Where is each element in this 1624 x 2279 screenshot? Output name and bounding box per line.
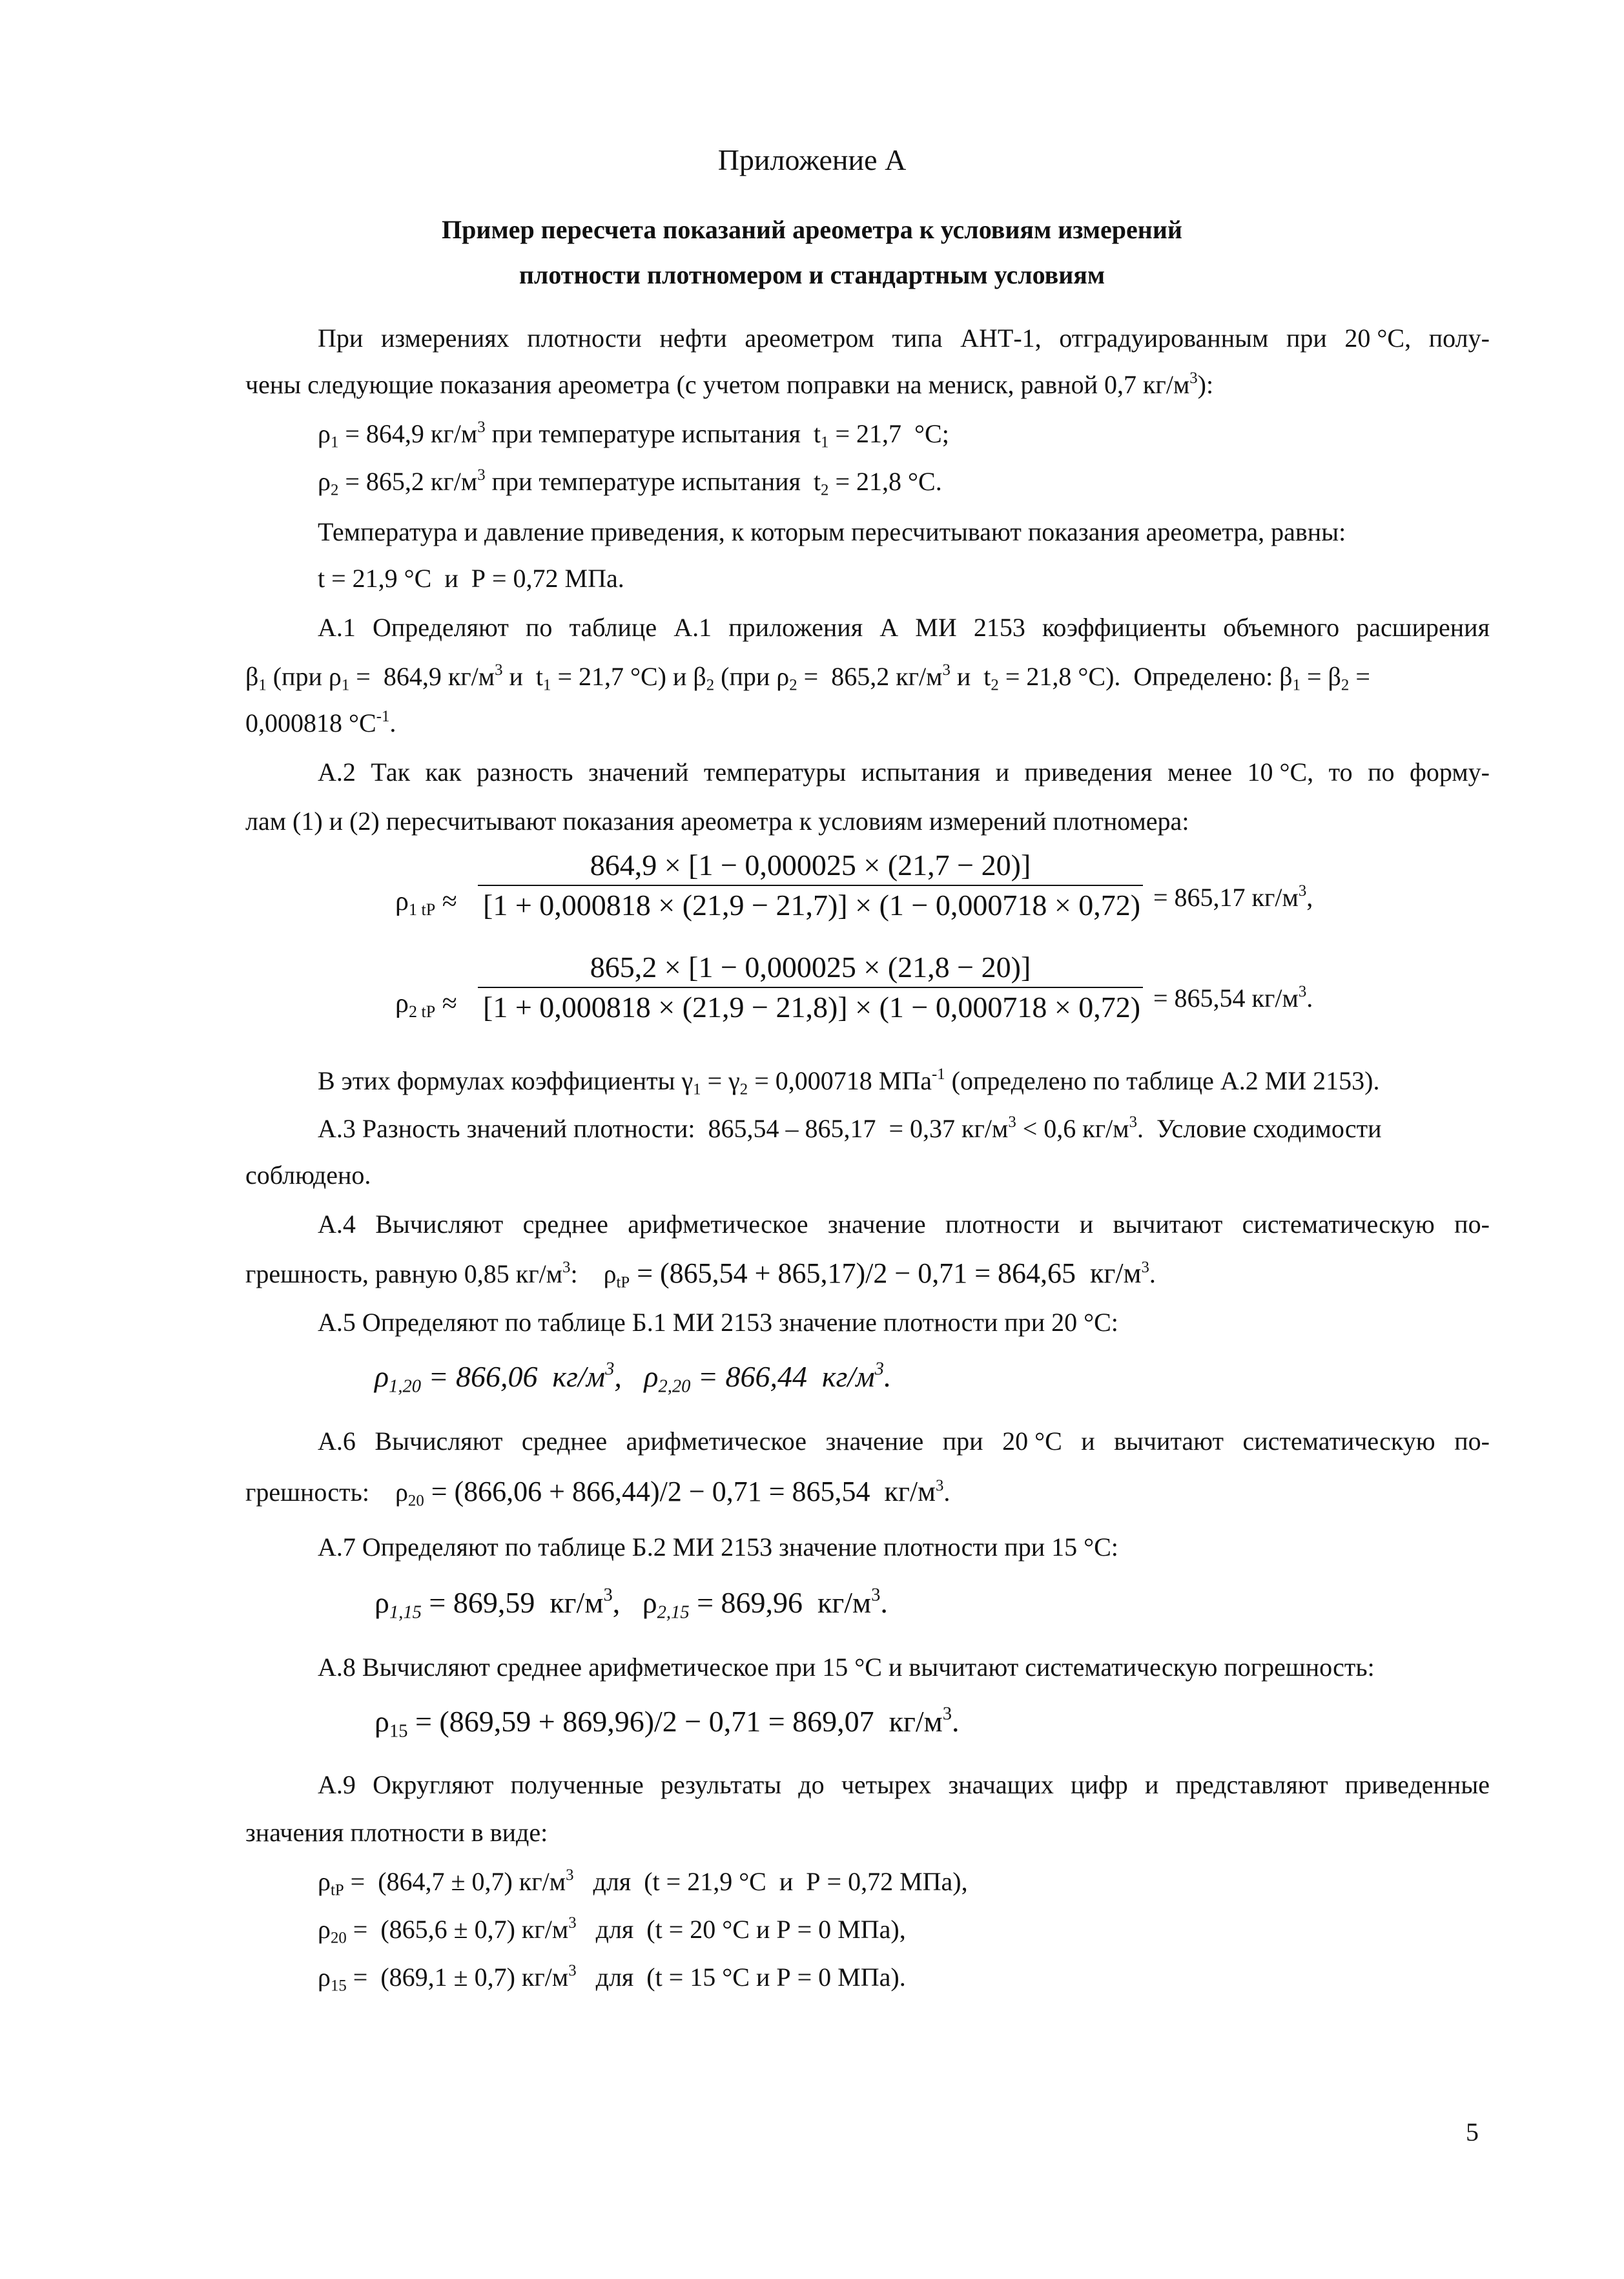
subscript: 2: [706, 676, 715, 694]
beta: β: [245, 662, 259, 691]
word: А: [879, 613, 899, 642]
den-part: [1 + 0,000818 ×: [483, 889, 683, 922]
word: А.1: [318, 613, 356, 642]
text: .: [389, 708, 396, 737]
value: = 21,7 °С;: [828, 419, 949, 448]
text: .: [883, 1360, 892, 1393]
word: значений: [588, 758, 689, 787]
gamma-line: [318, 1064, 1379, 1098]
den-part: (21,9 − 21,7): [682, 889, 838, 922]
word: Вычисляют: [375, 1210, 504, 1239]
text: В этих формулах коэффициенты γ: [318, 1066, 694, 1095]
den-part: [1 + 0,000818 ×: [483, 991, 683, 1024]
word: таблице: [569, 613, 657, 642]
formula-1-lhs: [395, 885, 457, 918]
word: А.2: [318, 758, 356, 787]
word: А.6: [318, 1427, 356, 1456]
rho: ρ: [395, 989, 409, 1018]
word: А.1: [673, 613, 712, 642]
word: как: [425, 758, 462, 787]
subscript: tP: [330, 1881, 344, 1899]
superscript: 3: [871, 1585, 881, 1605]
den-part: (21,9 − 21,8): [682, 991, 838, 1024]
intro-line-2: [245, 368, 1213, 402]
a7-line: А.7 Определяют по таблице Б.2 МИ 2153 значение плотности при 15 °С:: [318, 1532, 1118, 1562]
intro-line-1: [318, 322, 1490, 355]
text: = 865,2 кг/м: [797, 662, 943, 691]
text: = 0,000718 МПа: [748, 1066, 932, 1095]
subscript: 20: [330, 1929, 347, 1947]
value: = 865,2 кг/м: [338, 467, 478, 496]
rho: ρ: [318, 419, 331, 448]
appendix-heading: Приложение А: [717, 143, 907, 176]
word: вычитают: [1113, 1210, 1223, 1239]
text: = 866,06 кг/м: [421, 1360, 606, 1393]
rho: ρ: [375, 1586, 389, 1619]
word: приведения: [1024, 758, 1153, 787]
word: При: [318, 324, 364, 353]
text: , ρ: [612, 1586, 657, 1619]
text: < 0,6 кг/м: [1016, 1114, 1129, 1143]
text: : ρ: [570, 1259, 617, 1288]
reading-1: [318, 417, 949, 451]
word: менее: [1167, 758, 1232, 787]
superscript: 3: [477, 418, 486, 436]
word: значение: [827, 1210, 926, 1239]
word: Так: [371, 758, 411, 787]
formula-2-result: [1153, 982, 1313, 1015]
word: результаты: [660, 1770, 782, 1799]
a5-formula: [375, 1359, 892, 1397]
a1-line-2: [245, 660, 1370, 694]
word: и: [1079, 1210, 1094, 1239]
text: = 865,17 кг/м: [1153, 883, 1299, 912]
text: при температуре испытания t: [485, 419, 821, 448]
superscript: 3: [562, 1258, 571, 1276]
text: = 21,7 °С) и β: [551, 662, 706, 691]
text: и t: [502, 662, 544, 691]
den-part: (1 − 0,000718 × 0,72): [879, 889, 1141, 922]
text: при температуре испытания t: [485, 467, 821, 496]
subscript: 2 tP: [408, 1002, 436, 1021]
word: расширения: [1356, 613, 1490, 642]
subscript: 2,20: [658, 1376, 691, 1397]
condition: для (t = 20 °С и Р = 0 МПа),: [576, 1915, 906, 1944]
superscript: 3: [1008, 1113, 1016, 1131]
page-number: 5: [1466, 2118, 1479, 2147]
word: ареометром: [745, 324, 874, 353]
subscript: 20: [407, 1492, 424, 1510]
word: 10 °С,: [1247, 758, 1314, 787]
subscript: 1: [1292, 676, 1300, 694]
a8-formula: [375, 1704, 960, 1742]
text: .: [1306, 984, 1313, 1013]
subscript: 15: [330, 1977, 347, 1995]
word: приложения: [728, 613, 863, 642]
subscript: tP: [616, 1274, 630, 1292]
subscript: 15: [389, 1721, 408, 1742]
word: представляют: [1175, 1770, 1328, 1799]
a3-line-2: соблюдено.: [245, 1160, 371, 1190]
text: .: [943, 1478, 951, 1507]
denominator: [478, 988, 1143, 1027]
approx-sign: ≈: [442, 989, 457, 1018]
superscript: 3: [1189, 369, 1198, 387]
word: значение: [825, 1427, 924, 1456]
word: систематическую: [1242, 1210, 1435, 1239]
a2-line-1: [318, 756, 1490, 789]
subscript: 1: [330, 433, 339, 451]
value: = 21,8 °С.: [828, 467, 942, 496]
text: = γ: [701, 1066, 740, 1095]
a8-line: А.8 Вычисляют среднее арифметическое при 15 °С и вычитают систематическую погрешность:: [318, 1653, 1375, 1682]
superscript: 3: [605, 1359, 615, 1379]
word: 20 °С,: [1344, 324, 1412, 353]
title-line-1: Пример пересчета показаний ареометра к условиям измерений: [442, 215, 1182, 244]
text: = 865,54 кг/м: [1153, 984, 1299, 1013]
word: Определяют: [373, 613, 509, 642]
word: АНТ-1,: [960, 324, 1042, 353]
text: , ρ: [614, 1360, 659, 1393]
formula-2-lhs: [395, 987, 457, 1020]
formula-1-result: [1153, 881, 1313, 914]
den-part: (1 − 0,000718 × 0,72): [879, 991, 1141, 1024]
text: = 21,8 °С). Определено: β: [998, 662, 1293, 691]
word: испытания: [861, 758, 981, 787]
word: по: [1368, 758, 1395, 787]
word: 2153: [973, 613, 1025, 642]
a2-line-2: лам (1) и (2) пересчитывают показания ареометра к условиям измерений плотномера:: [245, 807, 1189, 836]
word: по: [525, 613, 553, 642]
value: = 864,9 кг/м: [338, 419, 478, 448]
text: (определено по таблице А.2 МИ 2153).: [945, 1066, 1380, 1095]
subscript: 1: [258, 676, 267, 694]
subscript: 2: [330, 481, 339, 499]
conditions-line: Температура и давление приведения, к которым пересчитывают показания ареометра, равны:: [318, 517, 1346, 546]
subscript: 1,20: [389, 1376, 421, 1397]
word: и: [1144, 1770, 1159, 1799]
text: .: [1149, 1259, 1156, 1288]
result-2: [318, 1913, 906, 1946]
rho: ρ: [395, 887, 409, 916]
superscript: 3: [477, 466, 486, 484]
word: приведенные: [1344, 1770, 1490, 1799]
denominator: [478, 886, 1143, 925]
word: Вычисляют: [375, 1427, 503, 1456]
word: измерениях: [380, 324, 509, 353]
word: отградуированным: [1059, 324, 1269, 353]
text: ):: [1197, 370, 1214, 399]
superscript: 3: [1129, 1113, 1137, 1131]
subscript: 1: [693, 1080, 701, 1098]
text: 0,000818 °С: [245, 708, 376, 737]
rho: ρ: [375, 1705, 389, 1738]
subscript: 2,15: [657, 1602, 690, 1623]
text: = 869,59 кг/м: [421, 1586, 604, 1619]
word: объемного: [1223, 613, 1340, 642]
word: среднее: [522, 1210, 608, 1239]
text: грешность, равную 0,85 кг/м: [245, 1259, 563, 1288]
word: 20 °С: [1002, 1427, 1062, 1456]
text: чены следующие показания ареометра (с учетом поправки на мениск, равной 0,7 кг/м: [245, 370, 1190, 399]
text: = 864,9 кг/м: [349, 662, 495, 691]
subscript: 1: [341, 676, 350, 694]
text: .: [880, 1586, 888, 1619]
title-line-2: плотности плотномером и стандартным условиям: [519, 260, 1105, 289]
result-1: [318, 1865, 968, 1899]
superscript: 3: [568, 1913, 577, 1932]
superscript: -1: [931, 1065, 945, 1083]
superscript: 3: [874, 1359, 884, 1379]
word: А.9: [318, 1770, 356, 1799]
den-part: ] ×: [838, 889, 879, 922]
word: систематическую: [1242, 1427, 1435, 1456]
superscript: 3: [1141, 1258, 1149, 1276]
word: коэффициенты: [1042, 613, 1207, 642]
text: А.3 Разность значений плотности: 865,54 – 865,17 = 0,37 кг/м: [318, 1114, 1009, 1143]
subscript: 2: [739, 1080, 748, 1098]
text: = (869,59 + 869,96)/2 − 0,71 = 869,07 кг/м: [407, 1705, 943, 1738]
text: = (866,06 + 866,44)/2 − 0,71 = 865,54 кг/м: [424, 1476, 936, 1507]
value: = (864,7 ± 0,7) кг/м: [344, 1867, 566, 1896]
numerator: 864,9 × [1 − 0,000025 × (21,7 − 20)]: [590, 849, 1031, 882]
superscript: 3: [942, 661, 951, 679]
a4-line-1: [318, 1208, 1490, 1241]
superscript: 3: [603, 1585, 613, 1605]
a3-line-1: [318, 1112, 1382, 1146]
result-3: [318, 1961, 906, 1994]
superscript: 3: [936, 1476, 944, 1494]
word: нефти: [659, 324, 727, 353]
superscript: 3: [1298, 882, 1307, 900]
text: и t: [950, 662, 991, 691]
word: до: [798, 1770, 825, 1799]
word: при: [942, 1427, 983, 1456]
approx-sign: ≈: [442, 887, 457, 916]
word: типа: [892, 324, 943, 353]
subscript: 2: [1341, 676, 1350, 694]
value: = (869,1 ± 0,7) кг/м: [346, 1963, 569, 1992]
a7-formula: [375, 1585, 888, 1623]
word: арифметическое: [628, 1210, 808, 1239]
superscript: 3: [1298, 982, 1307, 1000]
a5-line: А.5 Определяют по таблице Б.1 МИ 2153 значение плотности при 20 °С:: [318, 1308, 1118, 1337]
subscript: 1 tP: [408, 900, 436, 919]
word: среднее: [521, 1427, 608, 1456]
subscript: 2: [821, 481, 829, 499]
value: = (865,6 ± 0,7) кг/м: [346, 1915, 569, 1944]
subscript: 1: [821, 433, 829, 451]
word: температуры: [703, 758, 847, 787]
a1-line-1: [318, 611, 1490, 645]
word: значащих: [948, 1770, 1054, 1799]
text: ,: [1306, 883, 1313, 912]
text: (при ρ: [714, 662, 790, 691]
word: и: [1081, 1427, 1095, 1456]
word: то: [1328, 758, 1353, 787]
word: при: [1286, 324, 1327, 353]
word: вычитают: [1114, 1427, 1224, 1456]
reading-2: [318, 465, 942, 499]
text: грешность: ρ: [245, 1478, 408, 1507]
word: по-: [1454, 1427, 1490, 1456]
a6-line-1: [318, 1425, 1490, 1458]
a9-line-1: [318, 1768, 1490, 1802]
text: =: [1349, 662, 1370, 691]
word: полу-: [1428, 324, 1490, 353]
word: арифметическое: [626, 1427, 807, 1456]
text: = β: [1300, 662, 1341, 691]
a4-line-2: [245, 1257, 1156, 1291]
word: разность: [477, 758, 573, 787]
rho: ρ: [318, 1963, 331, 1992]
word: МИ: [915, 613, 957, 642]
word: плотности: [945, 1210, 1060, 1239]
rho: ρ: [318, 467, 331, 496]
condition: для (t = 15 °С и Р = 0 МПа).: [576, 1963, 906, 1992]
conditions-values: t = 21,9 °С и Р = 0,72 МПа.: [318, 564, 624, 593]
text: = 869,96 кг/м: [689, 1586, 872, 1619]
rho: ρ: [375, 1360, 389, 1393]
superscript: -1: [376, 707, 390, 725]
word: цифр: [1071, 1770, 1128, 1799]
superscript: 3: [568, 1961, 577, 1979]
word: четырех: [841, 1770, 932, 1799]
rho: ρ: [318, 1867, 331, 1896]
text: = (865,54 + 865,17)/2 − 0,71 = 864,65 кг/м: [630, 1257, 1142, 1289]
word: плотности: [527, 324, 642, 353]
a1-line-3: [245, 706, 396, 740]
word: форму-: [1410, 758, 1490, 787]
rho: ρ: [318, 1915, 331, 1944]
text: .: [952, 1705, 960, 1738]
subscript: 1: [543, 676, 551, 694]
superscript: 3: [566, 1866, 574, 1884]
a6-line-2: [245, 1475, 950, 1509]
superscript: 3: [942, 1704, 952, 1724]
word: Округляют: [373, 1770, 494, 1799]
condition: для (t = 21,9 °С и Р = 0,72 МПа),: [573, 1867, 968, 1896]
word: и: [995, 758, 1009, 787]
word: по-: [1454, 1210, 1490, 1239]
subscript: 2: [789, 676, 797, 694]
formula-2-fraction: [478, 948, 1143, 1027]
subscript: 2: [991, 676, 999, 694]
a9-line-2: значения плотности в виде:: [245, 1818, 548, 1847]
text: = 866,44 кг/м: [690, 1360, 875, 1393]
den-part: ] ×: [838, 991, 879, 1024]
text: (при ρ: [266, 662, 342, 691]
superscript: 3: [495, 661, 503, 679]
word: полученные: [510, 1770, 644, 1799]
word: А.4: [318, 1210, 356, 1239]
formula-1-fraction: [478, 846, 1143, 925]
numerator: 865,2 × [1 − 0,000025 × (21,8 − 20)]: [590, 951, 1031, 984]
subscript: 1,15: [389, 1602, 422, 1623]
text: . Условие сходимости: [1136, 1114, 1382, 1143]
